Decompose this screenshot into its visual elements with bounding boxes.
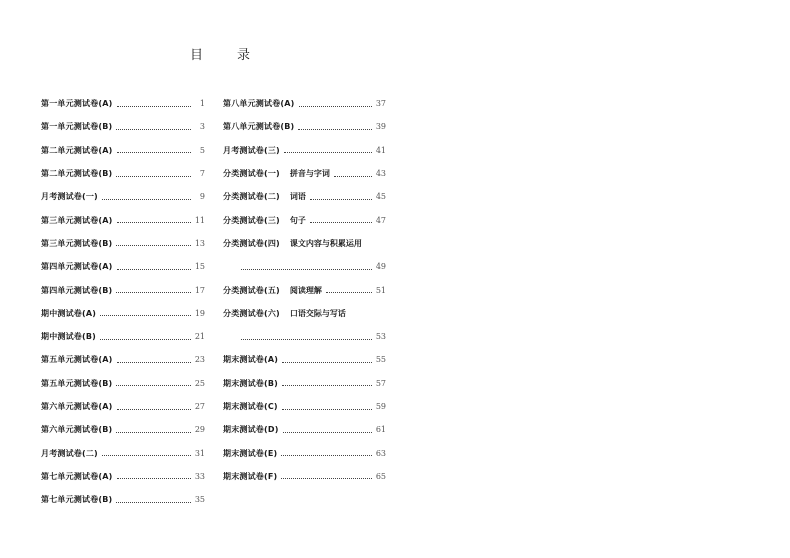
toc-entry-page-number: 63 [375, 448, 386, 458]
dot-leader [241, 338, 372, 340]
toc-entry-title: 期末测试卷(C) [223, 402, 278, 411]
toc-entry [223, 92, 386, 115]
toc-entry-page-number: 33 [194, 471, 205, 481]
toc-entry-page-number: 19 [194, 308, 205, 318]
dot-leader [284, 151, 372, 153]
toc-entry-page-number: 15 [194, 262, 205, 272]
toc-entry [41, 232, 205, 255]
title-char-2: 录 [236, 48, 250, 63]
toc-entry [41, 348, 205, 371]
toc-entry [41, 92, 205, 115]
dot-leader [310, 221, 372, 223]
toc-entry-page-number: 51 [375, 285, 386, 295]
toc-entry-page-number: 41 [375, 145, 386, 155]
dot-leader [117, 151, 191, 153]
toc-entry-title: 第八单元测试卷(A) [223, 99, 295, 109]
toc-entry [41, 488, 205, 511]
toc-entry-page-number: 7 [199, 169, 205, 179]
toc-entry-page-number: 17 [194, 285, 205, 295]
toc-entry [41, 395, 205, 418]
dot-leader [281, 477, 371, 479]
toc-entry-page-number: 39 [375, 122, 386, 132]
toc-entry [41, 185, 205, 208]
toc-entry-page-number: 29 [194, 425, 205, 435]
dot-leader [310, 198, 372, 200]
toc-entry-title: 第五单元测试卷(B) [41, 378, 113, 388]
toc-entry [41, 278, 205, 301]
toc-entry-title: 第二单元测试卷(A) [41, 145, 113, 155]
toc-entry-title: 分类测试卷(一) [223, 169, 280, 179]
toc-entry-title: 第一单元测试卷(B) [41, 122, 113, 132]
toc-entry [223, 232, 386, 255]
toc-entry-page-number: 9 [199, 192, 205, 202]
dot-leader [282, 361, 372, 363]
toc-entry [41, 255, 205, 278]
toc-entry-title: 第四单元测试卷(B) [41, 285, 113, 295]
toc-entry-title: 期中测试卷(B) [41, 332, 97, 342]
dot-leader [102, 454, 191, 456]
toc-entry [223, 441, 386, 464]
toc-entry-page-number: 27 [194, 402, 205, 411]
toc-entry [223, 418, 386, 441]
dot-leader [117, 221, 191, 223]
dot-leader [116, 291, 190, 293]
dot-leader [100, 338, 191, 340]
toc-entry-title: 期末测试卷(E) [223, 448, 278, 458]
dot-leader [116, 128, 191, 130]
toc-entry-subtitle: 口语交际与写话 [289, 308, 346, 318]
dot-leader [283, 431, 372, 433]
toc-entry [223, 395, 386, 418]
toc-entry [41, 139, 205, 162]
dot-leader [326, 291, 372, 293]
toc-entry [223, 255, 386, 278]
toc-entry-title: 第二单元测试卷(B) [41, 169, 113, 179]
toc-entry [223, 115, 386, 138]
toc-entry-title: 分类测试卷(二) [223, 192, 280, 202]
toc-entry-title: 第六单元测试卷(B) [41, 425, 113, 435]
toc-entry-title: 期末测试卷(D) [223, 425, 279, 435]
dot-leader [282, 384, 372, 386]
toc-entry-subtitle: 阅读理解 [289, 285, 322, 295]
toc-entry-page-number: 11 [194, 215, 205, 225]
toc-entry [223, 372, 386, 395]
dot-leader [117, 105, 191, 107]
toc-entry-title: 第七单元测试卷(B) [41, 495, 113, 505]
toc-entry-page-number: 5 [199, 145, 205, 155]
toc-entry [223, 302, 386, 325]
toc-entry [223, 185, 386, 208]
dot-leader [116, 431, 190, 433]
toc-entry-page-number: 23 [194, 355, 205, 365]
dot-leader [117, 361, 191, 363]
toc-entry-title: 第三单元测试卷(B) [41, 238, 113, 248]
dot-leader [116, 175, 191, 177]
toc-entry [41, 302, 205, 325]
toc-entry-title: 期末测试卷(F) [223, 471, 278, 481]
toc-entry-page-number: 13 [194, 238, 205, 248]
toc-entry [223, 278, 386, 301]
toc-entry [41, 441, 205, 464]
title-char-1: 目 [190, 48, 204, 63]
toc-entry-page-number: 25 [194, 378, 205, 388]
toc-entry-title: 第一单元测试卷(A) [41, 99, 113, 109]
toc-entry [223, 325, 386, 348]
dot-leader [117, 477, 191, 479]
toc-entry-title: 第八单元测试卷(B) [223, 122, 295, 132]
dot-leader [116, 244, 190, 246]
toc-entry-page-number: 1 [199, 99, 205, 109]
toc-entry-page-number: 45 [375, 192, 386, 202]
toc-entry-page-number: 37 [375, 99, 386, 109]
toc-right-column [223, 92, 386, 488]
toc-entry-page-number: 53 [375, 332, 386, 342]
page-title [190, 44, 250, 63]
toc-entry-title: 第三单元测试卷(A) [41, 215, 113, 225]
dot-leader [299, 105, 372, 107]
toc-entry-title: 分类测试卷(五) [223, 285, 280, 295]
toc-entry [41, 162, 205, 185]
dot-leader [117, 408, 191, 410]
dot-leader [282, 408, 372, 410]
toc-entry-page-number: 57 [375, 378, 386, 388]
toc-entry [41, 208, 205, 231]
toc-entry-title: 第五单元测试卷(A) [41, 355, 113, 365]
toc-entry-subtitle: 词语 [289, 192, 306, 202]
toc-left-column [41, 92, 205, 511]
toc-entry-title: 期中测试卷(A) [41, 308, 97, 318]
dot-leader [116, 501, 190, 503]
toc-entry [223, 465, 386, 488]
dot-leader [298, 128, 371, 130]
toc-entry-title: 期末测试卷(A) [223, 355, 279, 365]
dot-leader [241, 268, 372, 270]
toc-entry-page-number: 47 [375, 215, 386, 225]
dot-leader [281, 454, 371, 456]
toc-entry-title: 分类测试卷(四) [223, 238, 280, 248]
toc-entry-title: 月考测试卷(三) [223, 145, 280, 155]
toc-entry [223, 348, 386, 371]
toc-entry-title: 第四单元测试卷(A) [41, 262, 113, 272]
toc-entry-title: 月考测试卷(二) [41, 448, 98, 458]
toc-entry-page-number: 3 [199, 122, 205, 132]
toc-entry-page-number: 65 [375, 471, 386, 481]
toc-entry [223, 208, 386, 231]
toc-entry-title: 第七单元测试卷(A) [41, 471, 113, 481]
dot-leader [100, 314, 191, 316]
toc-entry-subtitle: 句子 [289, 215, 306, 225]
toc-entry [223, 162, 386, 185]
dot-leader [102, 198, 191, 200]
toc-entry-page-number: 35 [194, 495, 205, 505]
toc-entry-page-number: 43 [375, 169, 386, 179]
toc-entry [41, 465, 205, 488]
toc-entry-subtitle: 课文内容与积累运用 [289, 238, 362, 248]
dot-leader [116, 384, 190, 386]
toc-entry-page-number: 59 [375, 402, 386, 411]
toc-entry [41, 372, 205, 395]
toc-entry-page-number: 61 [375, 425, 386, 435]
toc-entry-title: 月考测试卷(一) [41, 192, 98, 202]
dot-leader [334, 175, 372, 177]
toc-entry-title: 期末测试卷(B) [223, 378, 279, 388]
toc-entry-title: 分类测试卷(六) [223, 308, 280, 318]
toc-entry [41, 418, 205, 441]
toc-entry-page-number: 21 [194, 332, 205, 342]
toc-entry-page-number: 31 [194, 448, 205, 458]
toc-entry [223, 139, 386, 162]
toc-entry [41, 115, 205, 138]
toc-entry-title: 第六单元测试卷(A) [41, 402, 113, 411]
toc-entry [41, 325, 205, 348]
dot-leader [117, 268, 191, 270]
toc-entry-subtitle: 拼音与字词 [289, 169, 330, 179]
toc-entry-page-number: 49 [375, 262, 386, 272]
toc-entry-page-number: 55 [375, 355, 386, 365]
toc-entry-title: 分类测试卷(三) [223, 215, 280, 225]
